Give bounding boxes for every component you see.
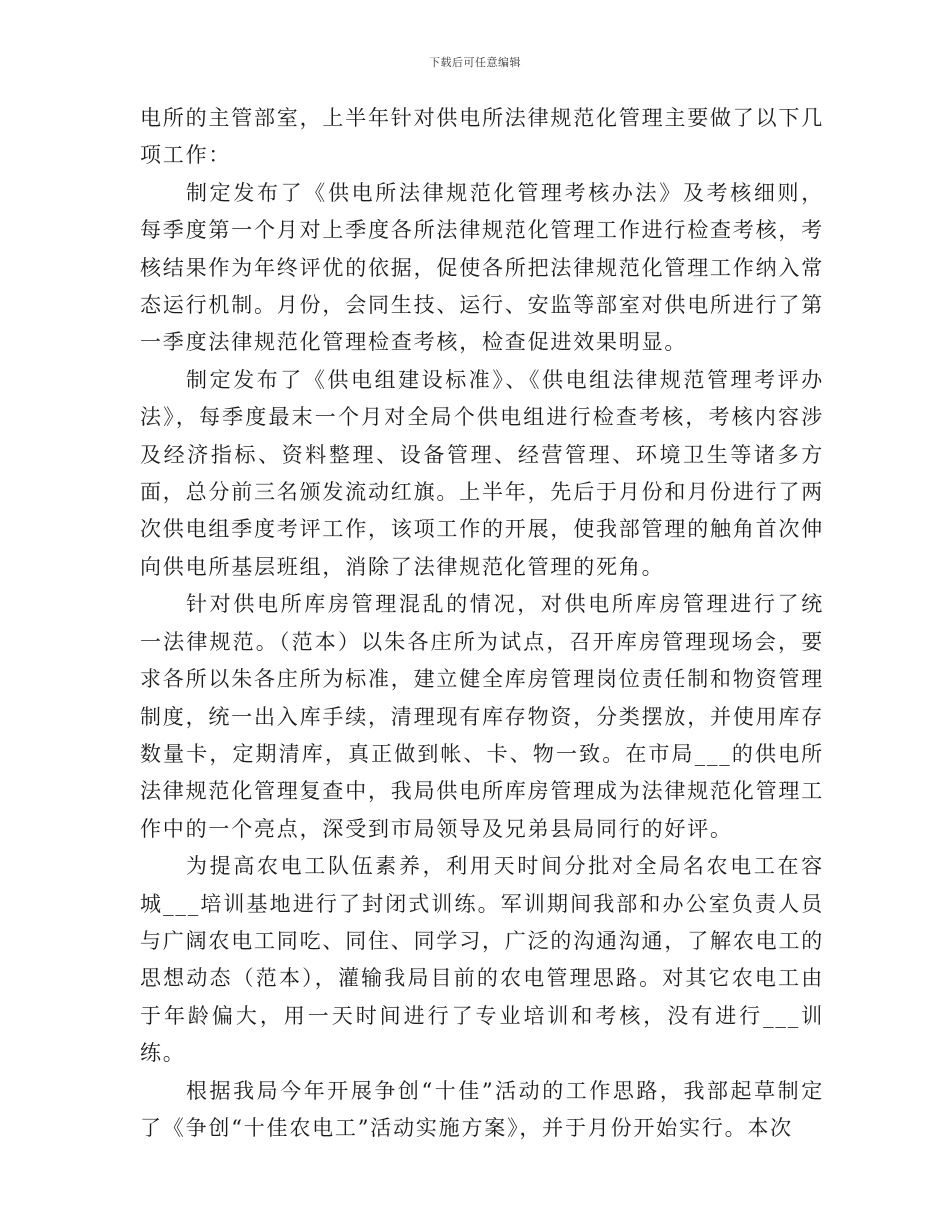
page-header: 下载后可任意编辑	[429, 56, 521, 69]
paragraph-1: 电所的主管部室，上半年针对供电所法律规范化管理主要做了以下几项工作：	[140, 106, 824, 168]
paragraph-5: 为提高农电工队伍素养，利用天时间分批对全局名农电工在容城___培训基地进行了封闭式训练。军训期间我部和办公室负责人员与广阔农电工同吃、同住、同学习，广泛的沟通沟通，了解农电工的思想动态（范本），灌输我局目前的农电管理思路。对其它农电工由于年龄偏大，用一天时间进行了专业培训和考核，没有进行___训练。	[140, 854, 824, 1066]
paragraph-4: 针对供电所库房管理混乱的情况，对供电所库房管理进行了统一法律规范。（范本）以朱各庄所为试点，召开库房管理现场会，要求各所以朱各庄所为标准，建立健全库房管理岗位责任制和物资管理制度，统一出入库手续，清理现有库存物资，分类摆放，并使用库存数量卡，定期清库，真正做到帐、卡、物一致。在市局___的供电所法律规范化管理复查中，我局供电所库房管理成为法律规范化管理工作中的一个亮点，深受到市局领导及兄弟县局同行的好评。	[140, 592, 824, 841]
paragraph-3: 制定发布了《供电组建设标准》、《供电组法律规范管理考评办法》，每季度最末一个月对全局个供电组进行检查考核，考核内容涉及经济指标、资料整理、设备管理、经营管理、环境卫生等诸多方面，总分前三名颁发流动红旗。上半年，先后于月份和月份进行了两次供电组季度考评工作，该项工作的开展，使我部管理的触角首次伸向供电所基层班组，消除了法律规范化管理的死角。	[140, 367, 824, 579]
paragraph-6: 根据我局今年开展争创“十佳”活动的工作思路，我部起草制定了《争创“十佳农电工”活动实施方案》，并于月份开始实行。本次	[140, 1078, 824, 1140]
document-body	[140, 100, 824, 1147]
paragraph-2: 制定发布了《供电所法律规范化管理考核办法》及考核细则，每季度第一个月对上季度各所法律规范化管理工作进行检查考核，考核结果作为年终评优的依据，促使各所把法律规范化管理工作纳入常态运行机制。月份，会同生技、运行、安监等部室对供电所进行了第一季度法律规范化管理检查考核，检查促进效果明显。	[140, 180, 824, 355]
